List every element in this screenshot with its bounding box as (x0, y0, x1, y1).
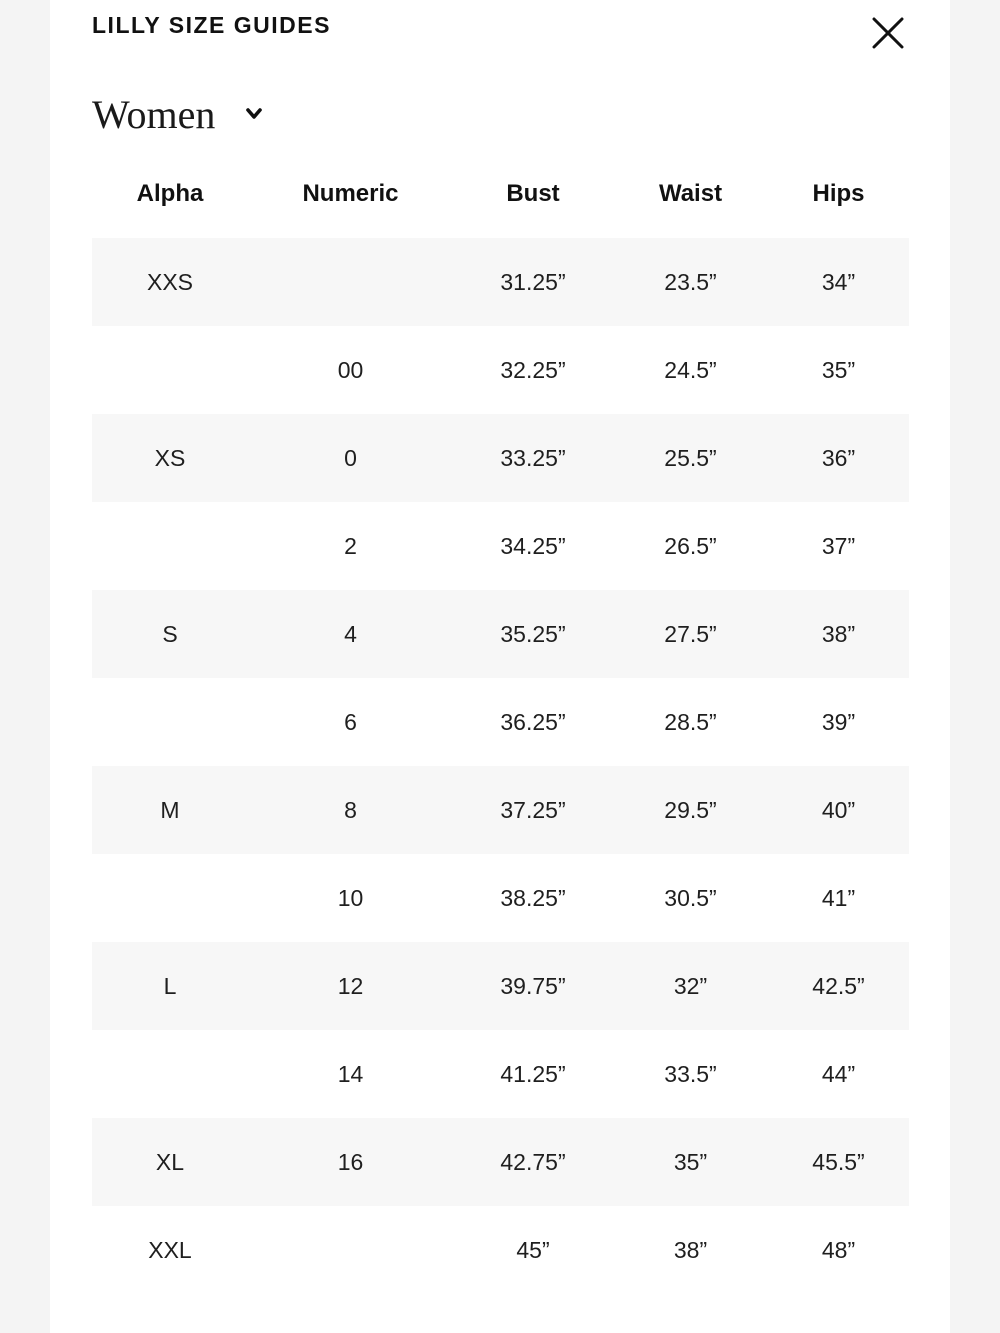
cell-waist: 26.5” (664, 532, 717, 559)
cell-numeric: 10 (337, 884, 364, 911)
cell-alpha: XL (155, 1148, 185, 1175)
cell-hips: 42.5” (812, 972, 865, 999)
cell-waist: 24.5” (664, 356, 717, 383)
cell-alpha: XS (154, 444, 186, 471)
cell-bust: 38.25” (500, 884, 566, 911)
cell-hips: 34” (821, 268, 856, 295)
cell-bust: 33.25” (500, 444, 566, 471)
table-row (92, 1118, 909, 1206)
cell-bust: 42.75” (500, 1148, 566, 1175)
cell-hips: 44” (821, 1060, 856, 1087)
table-row (92, 942, 909, 1030)
chevron-down-icon (245, 107, 263, 121)
cell-alpha: XXL (148, 1236, 192, 1263)
category-dropdown[interactable] (92, 88, 263, 140)
cell-numeric: 8 (344, 796, 357, 823)
cell-numeric: 2 (344, 532, 357, 559)
cell-hips: 48” (821, 1236, 856, 1263)
cell-waist: 33.5” (664, 1060, 717, 1087)
cell-bust: 35.25” (500, 620, 566, 647)
cell-hips: 45.5” (812, 1148, 865, 1175)
cell-bust: 36.25” (500, 708, 566, 735)
cell-waist: 30.5” (664, 884, 717, 911)
column-header-numeric: Numeric (302, 180, 399, 207)
cell-numeric: 00 (337, 356, 364, 383)
page-title: LILLY SIZE GUIDES (92, 12, 331, 38)
cell-alpha: XXS (146, 268, 194, 295)
table-row (92, 414, 909, 502)
table-row (92, 502, 909, 590)
cell-numeric: 12 (337, 972, 364, 999)
column-header-waist: Waist (658, 180, 723, 207)
cell-waist: 38” (673, 1236, 708, 1263)
cell-hips: 41” (821, 884, 856, 911)
cell-hips: 35” (821, 356, 856, 383)
table-row (92, 678, 909, 766)
table-header (92, 150, 909, 238)
cell-bust: 32.25” (500, 356, 566, 383)
cell-waist: 25.5” (664, 444, 717, 471)
cell-alpha: M (160, 796, 180, 823)
cell-bust: 45” (516, 1236, 550, 1263)
close-icon (865, 10, 911, 56)
close-button[interactable] (865, 10, 911, 56)
size-guide-panel (50, 0, 950, 1333)
cell-bust: 34.25” (500, 532, 566, 559)
cell-bust: 39.75” (500, 972, 566, 999)
cell-bust: 41.25” (500, 1060, 566, 1087)
cell-waist: 23.5” (664, 268, 717, 295)
table-row (92, 1206, 909, 1294)
table-row (92, 590, 909, 678)
table-row (92, 326, 909, 414)
cell-alpha: L (163, 972, 177, 999)
cell-hips: 39” (821, 708, 856, 735)
cell-hips: 36” (821, 444, 856, 471)
column-header-bust: Bust (506, 180, 560, 207)
cell-bust: 37.25” (500, 796, 566, 823)
cell-waist: 27.5” (664, 620, 717, 647)
cell-hips: 40” (821, 796, 856, 823)
cell-alpha: S (162, 620, 178, 647)
cell-hips: 38” (821, 620, 856, 647)
table-row (92, 766, 909, 854)
table-row (92, 1030, 909, 1118)
table-row (92, 238, 909, 326)
cell-hips: 37” (821, 532, 856, 559)
category-label: Women (92, 91, 216, 137)
column-header-alpha: Alpha (136, 180, 204, 207)
column-header-hips: Hips (812, 180, 865, 207)
cell-bust: 31.25” (500, 268, 566, 295)
cell-numeric: 4 (344, 620, 357, 647)
cell-numeric: 0 (344, 444, 357, 471)
cell-waist: 32” (673, 972, 708, 999)
cell-waist: 35” (673, 1148, 708, 1175)
cell-waist: 28.5” (664, 708, 717, 735)
size-table (92, 150, 909, 1294)
table-row (92, 854, 909, 942)
cell-numeric: 14 (337, 1060, 364, 1087)
cell-waist: 29.5” (664, 796, 717, 823)
cell-numeric: 16 (337, 1148, 364, 1175)
cell-numeric: 6 (344, 708, 357, 735)
